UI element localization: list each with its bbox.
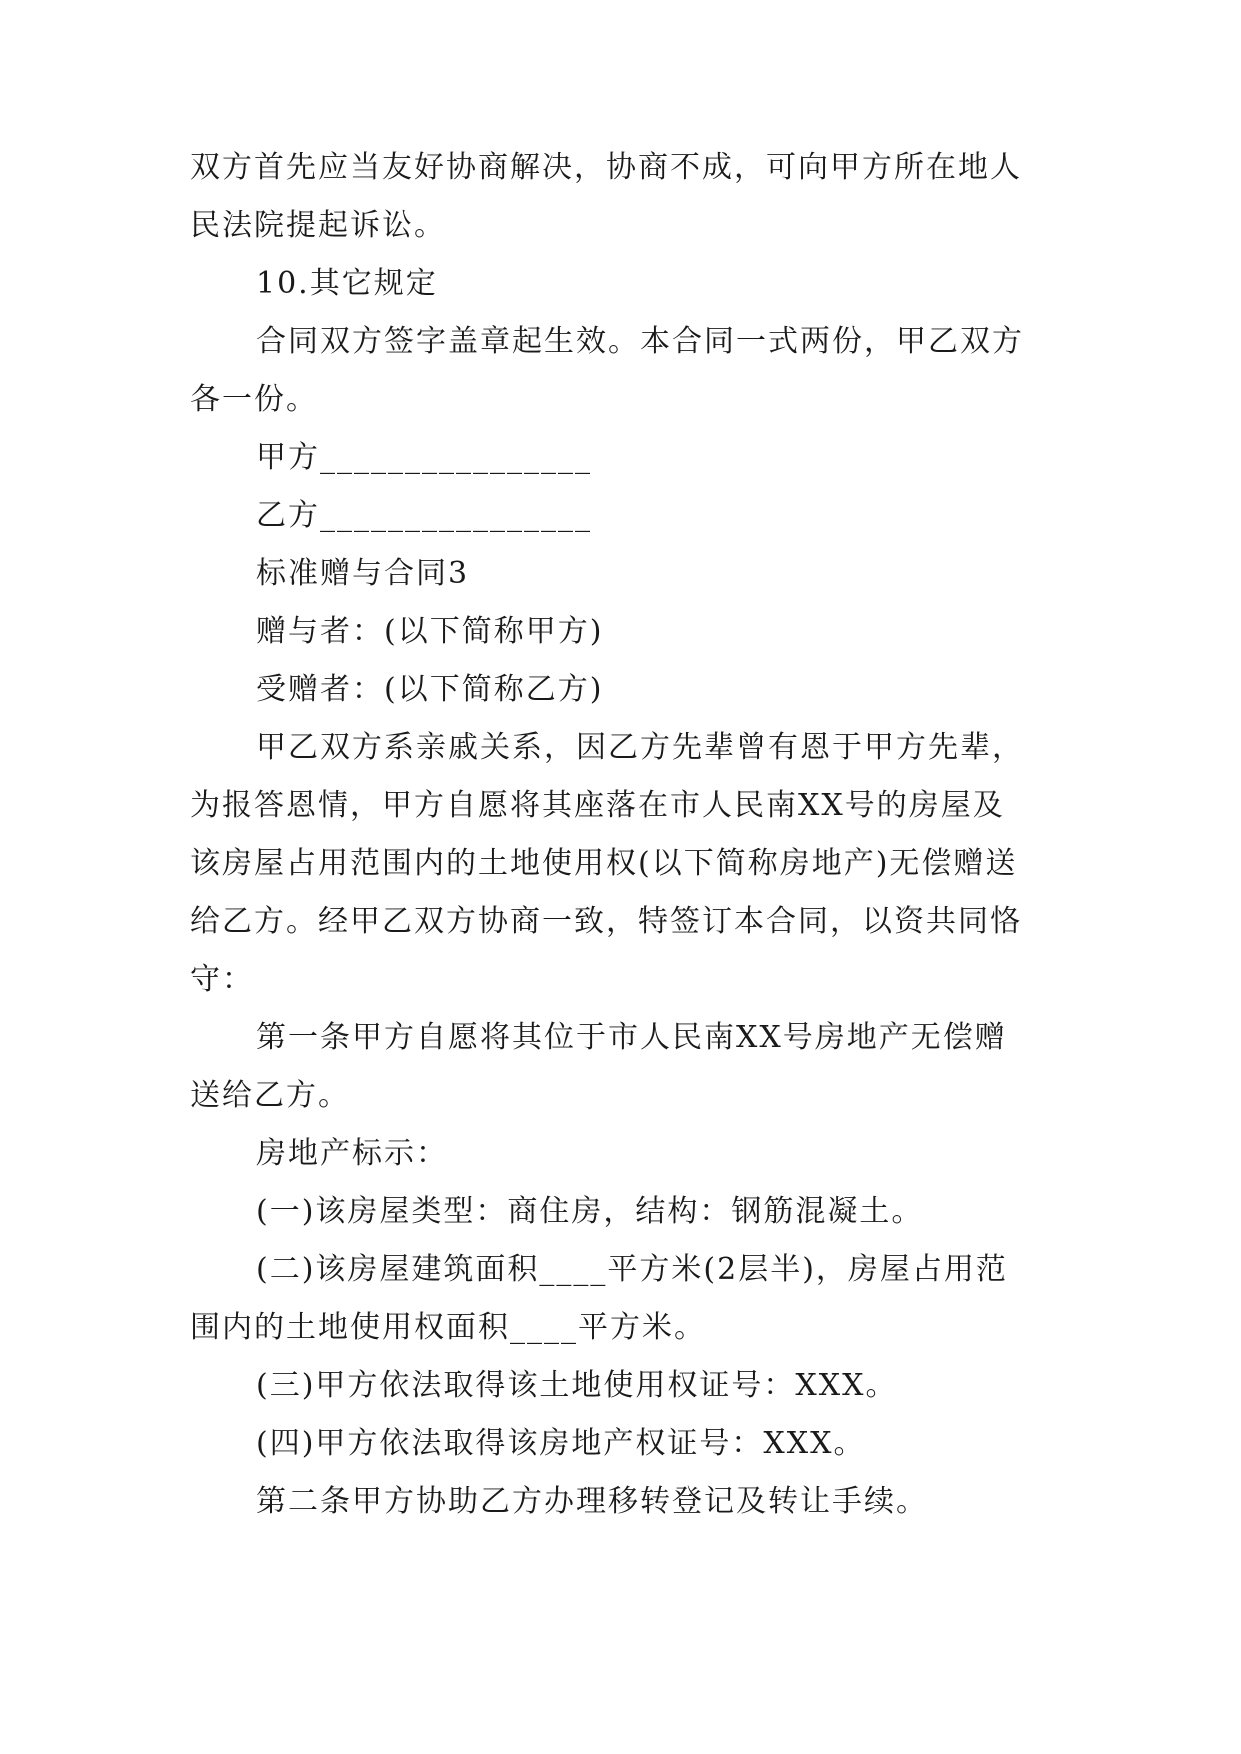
text-line: 合同双方签字盖章起生效。本合同一式两份，甲乙双方 (256, 324, 1024, 359)
text-line: 为报答恩情，甲方自愿将其座落在市人民南XX号的房屋及 (190, 788, 1005, 823)
text-line: 该房屋占用范围内的土地使用权(以下简称房地产)无偿赠送 (190, 846, 1018, 881)
text-line: 守： (190, 962, 254, 997)
signature-line-party-a: 甲方________________ (256, 440, 592, 475)
text-line: 围内的土地使用权面积____平方米。 (190, 1310, 706, 1345)
article-two: 第二条甲方协助乙方办理移转登记及转让手续。 (256, 1484, 928, 1519)
property-label: 房地产标示： (256, 1136, 448, 1171)
property-item-2: (二)该房屋建筑面积____平方米(2层半)，房屋占用范 (256, 1252, 1008, 1287)
property-item-1: (一)该房屋类型：商住房，结构：钢筋混凝土。 (256, 1194, 924, 1229)
text-line: 各一份。 (190, 382, 318, 417)
text-line: 双方首先应当友好协商解决，协商不成，可向甲方所在地人 (190, 150, 1022, 185)
property-item-3: (三)甲方依法取得该土地使用权证号：XXX。 (256, 1368, 898, 1403)
donee-line: 受赠者：(以下简称乙方) (256, 672, 604, 707)
text-line: 民法院提起诉讼。 (190, 208, 446, 243)
article-one: 第一条甲方自愿将其位于市人民南XX号房地产无偿赠 (256, 1020, 1007, 1055)
text-line: 甲乙双方系亲戚关系，因乙方先辈曾有恩于甲方先辈， (256, 730, 1024, 765)
signature-line-party-b: 乙方________________ (256, 498, 592, 533)
property-item-4: (四)甲方依法取得该房地产权证号：XXX。 (256, 1426, 866, 1461)
section-heading: 10.其它规定 (256, 266, 438, 301)
text-line: 送给乙方。 (190, 1078, 350, 1113)
contract-title: 标准赠与合同3 (256, 556, 470, 591)
donor-line: 赠与者：(以下简称甲方) (256, 614, 604, 649)
text-line: 给乙方。经甲乙双方协商一致，特签订本合同，以资共同恪 (190, 904, 1022, 939)
